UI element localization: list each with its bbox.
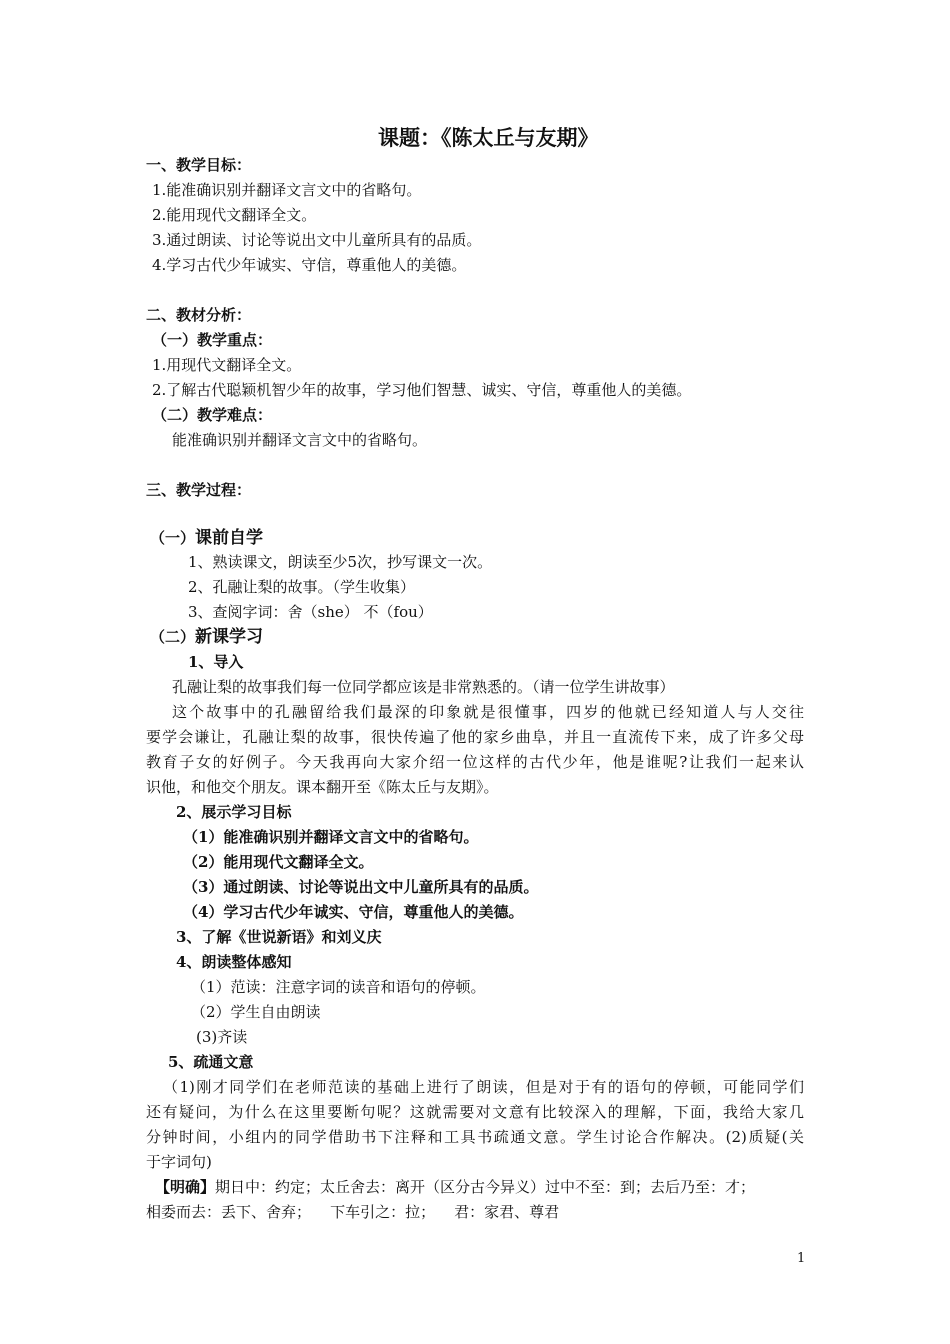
learning-goal: （3）通过朗读、讨论等说出文中儿童所具有的品质。 (183, 878, 539, 896)
subheading-difficulty: （二）教学难点： (152, 406, 273, 424)
step-heading-about: 3、了解《世说新语》和刘义庆 (176, 928, 382, 946)
paragraph-line: 教育子女的好例子。今天我再向大家介绍一位这样的古代少年，他是谁呢?让我们一起来认 (146, 753, 804, 771)
difficulty-text: 能准确识别并翻译文言文中的省略句。 (172, 431, 428, 449)
learning-goal: （4）学习古代少年诚实、守信，尊重他人的美德。 (183, 903, 524, 921)
reading-item: （1）范读：注意字词的读音和语句的停顿。 (191, 978, 486, 996)
paragraph-line: 这个故事中的孔融留给我们最深的印象就是很懂事，四岁的他就已经知道人与人交往 (172, 703, 804, 721)
step-heading-goals: 2、展示学习目标 (176, 803, 292, 821)
step-heading-meaning: 5、疏通文意 (168, 1053, 254, 1071)
reading-item: （2）学生自由朗读 (191, 1003, 321, 1021)
clarify-label: 【明确】 (155, 1178, 216, 1196)
key-point-item: 2.了解古代聪颖机智少年的故事，学习他们智慧、诚实、守信，尊重他人的美德。 (152, 381, 692, 399)
reading-item: (3)齐读 (196, 1028, 248, 1046)
subheading-new-lesson (150, 627, 263, 647)
section-heading-goals: 一、教学目标： (146, 156, 252, 174)
clarify-line (155, 1177, 755, 1197)
page-title: 课题：《陈太丘与友期》 (378, 125, 599, 150)
section-heading-material: 二、教材分析： (146, 306, 252, 324)
goal-item: 2.能用现代文翻译全文。 (152, 206, 317, 224)
step-heading-intro: 1、导入 (188, 653, 244, 671)
goal-item: 4.学习古代少年诚实、守信，尊重他人的美德。 (152, 256, 467, 274)
key-point-item: 1.用现代文翻译全文。 (152, 356, 302, 374)
goal-item: 1.能准确识别并翻译文言文中的省略句。 (152, 181, 422, 199)
paragraph-line: 要学会谦让，孔融让梨的故事，很快传遍了他的家乡曲阜，并且一直流传下来，成了许多父母 (146, 728, 804, 746)
paragraph-line: 分钟时间，小组内的同学借助书下注释和工具书疏通文意。学生讨论合作解决。(2)质疑(关 (146, 1128, 804, 1146)
clarify-text: 期日中：约定；太丘舍去：离开（区分古今异义）过中不至：到；去后乃至：才； (215, 1178, 756, 1196)
subheading-key-points: （一）教学重点： (152, 331, 273, 349)
subheading-prefix: （一） (150, 529, 196, 547)
clarify-line: 相委而去：丢下、舍弃； 下车引之：拉； 君：家君、尊君 (146, 1203, 560, 1221)
step-heading-reading: 4、朗读整体感知 (176, 953, 292, 971)
paragraph-line: 孔融让梨的故事我们每一位同学都应该是非常熟悉的。（请一位学生讲故事） (172, 678, 675, 696)
paragraph-line: 识他，和他交个朋友。课本翻开至《陈太丘与友期》。 (146, 778, 499, 796)
goal-item: 3.通过朗读、讨论等说出文中儿童所具有的品质。 (152, 231, 482, 249)
subheading-prefix: （二） (150, 628, 196, 646)
learning-goal: （2）能用现代文翻译全文。 (183, 853, 374, 871)
learning-goal: （1）能准确识别并翻译文言文中的省略句。 (183, 828, 479, 846)
paragraph-line: 还有疑问，为什么在这里要断句呢？这就需要对文意有比较深入的理解，下面，我给大家几 (146, 1103, 804, 1121)
paragraph-line: （1)刚才同学们在老师范读的基础上进行了朗读，但是对于有的语句的停顿，可能同学们 (163, 1078, 804, 1096)
preview-item: 1、熟读课文，朗读至少5次，抄写课文一次。 (188, 553, 493, 571)
preview-item: 2、孔融让梨的故事。（学生收集） (188, 578, 416, 596)
subheading-label: 课前自学 (195, 528, 264, 548)
subheading-preview (150, 528, 263, 548)
paragraph-line: 于字词句) (146, 1153, 212, 1171)
page-number: 1 (797, 1251, 806, 1266)
preview-item: 3、查阅字词：舍（she） 不（fou） (188, 603, 433, 621)
section-heading-process: 三、教学过程： (146, 481, 252, 499)
subheading-label: 新课学习 (195, 627, 264, 647)
